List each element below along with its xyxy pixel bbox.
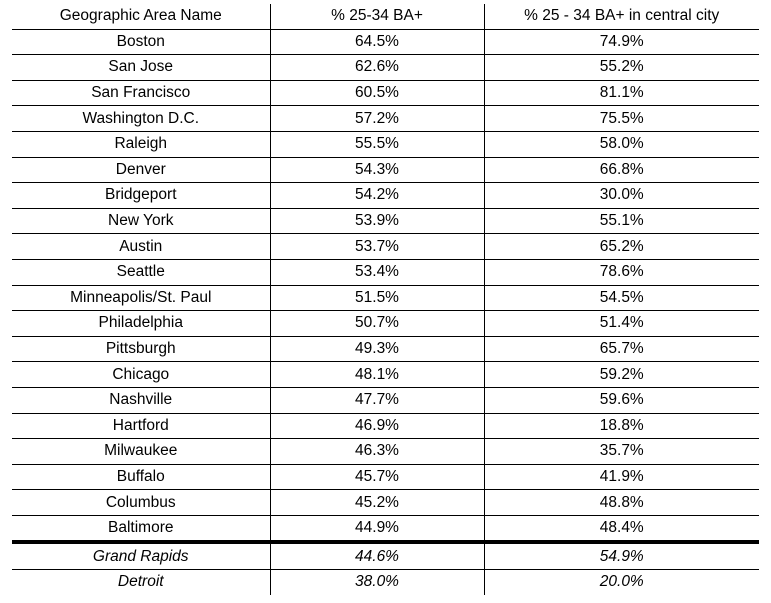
metro-pct-cell: 64.5% — [270, 29, 484, 55]
header-pct-25-34-ba-central-city: % 25 - 34 BA+ in central city — [484, 4, 759, 29]
central-city-pct-cell: 18.8% — [484, 413, 759, 439]
metro-pct-cell: 47.7% — [270, 387, 484, 413]
area-name-cell: Raleigh — [12, 131, 270, 157]
area-name-cell: Milwaukee — [12, 439, 270, 465]
metro-pct-cell: 50.7% — [270, 311, 484, 337]
table-row — [12, 515, 759, 542]
central-city-pct-cell: 65.2% — [484, 234, 759, 260]
area-name-cell: San Jose — [12, 55, 270, 81]
central-city-pct-cell: 48.4% — [484, 515, 759, 542]
metro-pct-cell: 55.5% — [270, 131, 484, 157]
metro-pct-cell: 62.6% — [270, 55, 484, 81]
table-row — [12, 285, 759, 311]
area-name-cell: Detroit — [117, 573, 164, 591]
table-row — [12, 106, 759, 132]
metro-pct-cell: 54.3% — [270, 157, 484, 183]
table-footer-row — [12, 542, 759, 569]
table-row — [12, 234, 759, 260]
table-row — [12, 157, 759, 183]
metro-pct-cell: 44.6% — [270, 542, 484, 569]
central-city-pct-cell: 20.0% — [484, 570, 759, 595]
central-city-pct-cell: 35.7% — [484, 439, 759, 465]
central-city-pct-cell: 54.9% — [484, 542, 759, 569]
table-row — [12, 29, 759, 55]
central-city-pct-cell: 55.2% — [484, 55, 759, 81]
metro-pct-cell: 46.9% — [270, 413, 484, 439]
table-row — [12, 55, 759, 81]
metro-pct-cell: 57.2% — [270, 106, 484, 132]
area-name-cell: Pittsburgh — [12, 336, 270, 362]
metro-pct-cell: 48.1% — [270, 362, 484, 388]
table-row — [12, 80, 759, 106]
area-name-cell: Philadelphia — [12, 311, 270, 337]
central-city-pct-cell: 75.5% — [484, 106, 759, 132]
central-city-pct-cell: 65.7% — [484, 336, 759, 362]
metro-pct-cell: 51.5% — [270, 285, 484, 311]
metro-pct-cell: 44.9% — [270, 515, 484, 542]
table-footer-row — [12, 570, 759, 595]
table-row — [12, 362, 759, 388]
table-row — [12, 336, 759, 362]
table-row — [12, 413, 759, 439]
area-name-cell: Denver — [12, 157, 270, 183]
area-name-cell: Bridgeport — [12, 183, 270, 209]
area-name-cell: Grand Rapids — [12, 542, 270, 569]
area-name-cell: Austin — [12, 234, 270, 260]
metro-pct-cell: 45.2% — [270, 490, 484, 516]
area-name-cell: Chicago — [12, 362, 270, 388]
data-table-container — [0, 4, 771, 595]
central-city-pct-cell: 66.8% — [484, 157, 759, 183]
table-row — [12, 131, 759, 157]
area-name-cell: Columbus — [12, 490, 270, 516]
table-row — [12, 490, 759, 516]
area-name-cell: Hartford — [12, 413, 270, 439]
table-row — [12, 208, 759, 234]
central-city-pct-cell: 55.1% — [484, 208, 759, 234]
table-row — [12, 439, 759, 465]
area-name-cell: Baltimore — [12, 515, 270, 542]
metro-pct-cell: 60.5% — [270, 80, 484, 106]
area-name-cell: Seattle — [12, 259, 270, 285]
central-city-pct-cell: 78.6% — [484, 259, 759, 285]
header-geographic-area: Geographic Area Name — [12, 4, 270, 29]
area-name-cell: Washington D.C. — [12, 106, 270, 132]
metro-pct-cell: 45.7% — [270, 464, 484, 490]
table-row — [12, 464, 759, 490]
data-table — [12, 4, 759, 595]
central-city-pct-cell: 51.4% — [484, 311, 759, 337]
central-city-pct-cell: 48.8% — [484, 490, 759, 516]
area-name-cell: Boston — [12, 29, 270, 55]
area-name-cell: Buffalo — [12, 464, 270, 490]
table-row — [12, 183, 759, 209]
metro-pct-cell: 46.3% — [270, 439, 484, 465]
area-name-cell: Nashville — [12, 387, 270, 413]
central-city-pct-cell: 41.9% — [484, 464, 759, 490]
central-city-pct-cell: 59.6% — [484, 387, 759, 413]
central-city-pct-cell: 81.1% — [484, 80, 759, 106]
metro-pct-cell: 54.2% — [270, 183, 484, 209]
metro-pct-cell: 53.7% — [270, 234, 484, 260]
header-row — [12, 4, 759, 29]
area-name-cell: Minneapolis/St. Paul — [12, 285, 270, 311]
central-city-pct-cell: 59.2% — [484, 362, 759, 388]
central-city-pct-cell: 74.9% — [484, 29, 759, 55]
area-name-cell: San Francisco — [12, 80, 270, 106]
area-name-cell: New York — [12, 208, 270, 234]
metro-pct-cell: 53.9% — [270, 208, 484, 234]
header-pct-25-34-ba: % 25-34 BA+ — [270, 4, 484, 29]
table-row — [12, 387, 759, 413]
table-row — [12, 259, 759, 285]
table-body — [12, 29, 759, 595]
table-row — [12, 311, 759, 337]
metro-pct-cell: 49.3% — [270, 336, 484, 362]
central-city-pct-cell: 54.5% — [484, 285, 759, 311]
metro-pct-cell: 38.0% — [270, 570, 484, 595]
central-city-pct-cell: 30.0% — [484, 183, 759, 209]
central-city-pct-cell: 58.0% — [484, 131, 759, 157]
metro-pct-cell: 53.4% — [270, 259, 484, 285]
